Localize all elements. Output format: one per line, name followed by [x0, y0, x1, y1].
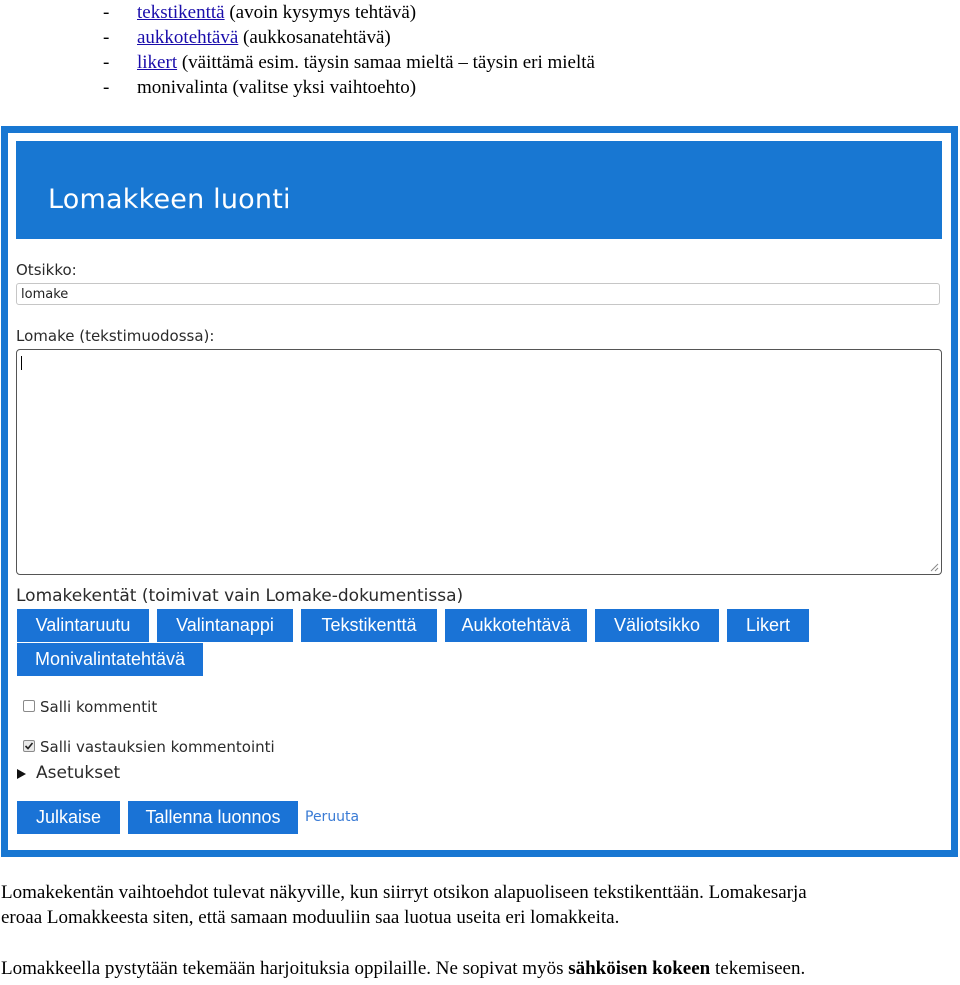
- list-dash: -: [103, 2, 110, 23]
- link-aukkotehtava[interactable]: aukkotehtävä: [137, 27, 239, 48]
- list-item-text: (väittämä esim. täysin samaa mieltä – täysin eri mieltä: [177, 52, 595, 73]
- save-draft-button[interactable]: Tallenna luonnos: [128, 801, 298, 834]
- allow-comments-label: Salli kommentit: [40, 698, 158, 716]
- monivalintatehtava-button[interactable]: Monivalintatehtävä: [17, 643, 203, 676]
- valintaruutu-button[interactable]: Valintaruutu: [17, 609, 149, 642]
- form-banner: [16, 141, 942, 239]
- list-item-text: (aukkosanatehtävä): [238, 27, 391, 48]
- list-item: [103, 77, 416, 99]
- expand-triangle-icon[interactable]: [17, 769, 26, 779]
- allow-answer-comments-label: Salli vastauksien kommentointi: [40, 738, 275, 756]
- paragraph-text: Lomakkeella pystytään tekemään harjoituksia oppilaille. Ne sopivat myös: [1, 958, 569, 979]
- likert-button[interactable]: Likert: [727, 609, 809, 642]
- fields-label: Lomakekentät (toimivat vain Lomake-dokumentissa): [16, 586, 464, 606]
- form-screenshot: [1, 126, 958, 857]
- paragraph-text: tekemiseen.: [710, 958, 806, 979]
- list-dash: -: [103, 77, 110, 98]
- aukkotehtava-button[interactable]: Aukkotehtävä: [445, 609, 587, 642]
- paragraph-2: [1, 957, 959, 981]
- text-caret: [21, 356, 22, 370]
- cancel-link[interactable]: Peruuta: [305, 809, 360, 825]
- checkmark-icon: [24, 741, 34, 751]
- page-title: Lomakkeen luonti: [48, 184, 291, 215]
- link-tekstikentta[interactable]: tekstikenttä: [137, 2, 225, 23]
- paragraph-bold-text: sähköisen kokeen: [568, 958, 711, 979]
- resize-grip-icon[interactable]: [930, 563, 939, 572]
- paragraph-line: Lomakekentän vaihtoehdot tulevat näkyville, kun siirryt otsikon alapuoliseen tekstikenttään. Lomakesarja: [1, 882, 807, 903]
- link-likert[interactable]: likert: [137, 52, 178, 73]
- valiotsikko-button[interactable]: Väliotsikko: [595, 609, 719, 642]
- publish-button[interactable]: Julkaise: [17, 801, 120, 834]
- allow-comments-checkbox[interactable]: [23, 700, 35, 712]
- title-input[interactable]: [16, 283, 940, 305]
- list-item: [103, 52, 595, 74]
- form-body-textarea[interactable]: [16, 349, 942, 575]
- list-dash: -: [103, 27, 110, 48]
- valintanappi-button[interactable]: Valintanappi: [157, 609, 293, 642]
- settings-toggle[interactable]: Asetukset: [36, 763, 121, 783]
- list-item: [103, 27, 391, 49]
- title-label: Otsikko:: [16, 261, 77, 279]
- list-item-text: monivalinta (valitse yksi vaihtoehto): [137, 77, 417, 98]
- paragraph-line: eroaa Lomakkeesta siten, että samaan moduuliin saa luotua useita eri lomakkeita.: [1, 907, 620, 928]
- list-item-text: (avoin kysymys tehtävä): [224, 2, 417, 23]
- body-label: Lomake (tekstimuodossa):: [16, 327, 215, 345]
- list-dash: -: [103, 52, 110, 73]
- tekstikentta-button[interactable]: Tekstikenttä: [301, 609, 437, 642]
- allow-answer-comments-checkbox[interactable]: [23, 740, 35, 752]
- form-panel: [8, 133, 951, 850]
- list-item: [103, 2, 416, 24]
